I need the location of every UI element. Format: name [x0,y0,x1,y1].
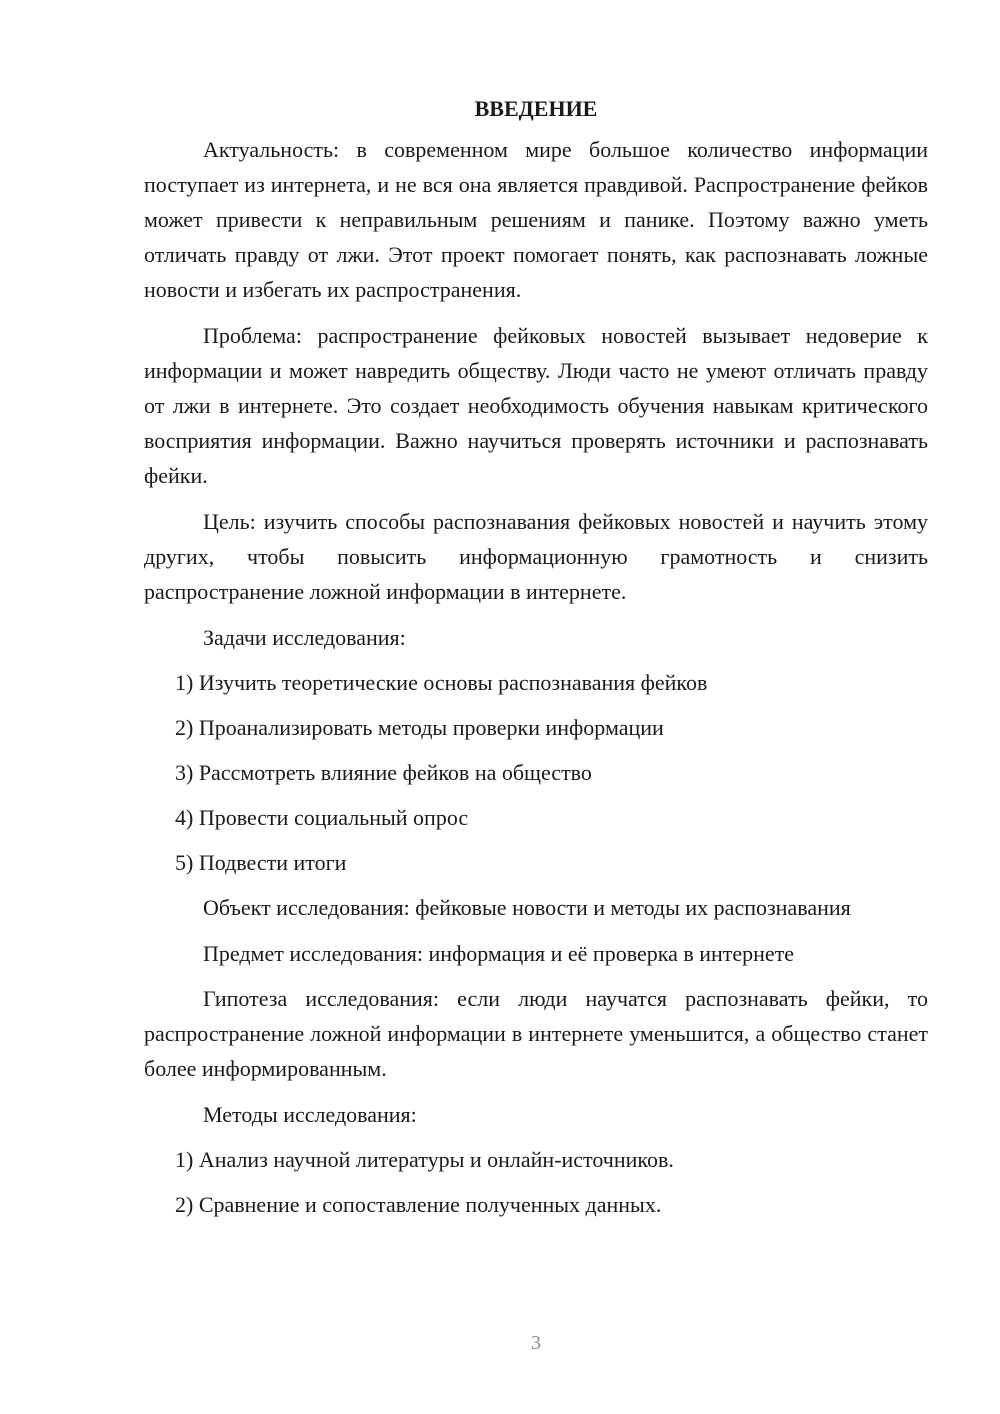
problem-paragraph: Проблема: распространение фейковых новостей вызывает недоверие к информации и может навредить обществу. Люди часто не умеют отличать правду от лжи в интернете. Это создает необходимость обучения навыкам критического восприятия информации. Важно научиться проверять источники и распознавать фейки. [144,323,928,488]
method-item: 2) Сравнение и сопоставление полученных данных. [175,1192,662,1217]
task-item: 1) Изучить теоретические основы распознавания фейков [175,670,708,695]
methods-heading: Методы исследования: [203,1102,417,1127]
method-item: 1) Анализ научной литературы и онлайн-источников. [175,1147,674,1172]
section-title: ВВЕДЕНИЕ [474,96,598,121]
task-item: 2) Проанализировать методы проверки информации [175,715,664,740]
hypothesis-paragraph: Гипотеза исследования: если люди научатся распознавать фейки, то распространение ложной информации в интернете уменьшится, а общество станет более информированным. [144,986,928,1081]
tasks-heading: Задачи исследования: [203,625,406,650]
task-item: 5) Подвести итоги [175,850,347,875]
subject-paragraph: Предмет исследования: информация и её проверка в интернете [203,941,795,966]
object-paragraph: Объект исследования: фейковые новости и методы их распознавания [203,895,851,920]
goal-paragraph: Цель: изучить способы распознавания фейковых новостей и научить этому других, чтобы повысить информационную грамотность и снизить распространение ложной информации в интернете. [144,509,928,604]
page-number: 3 [531,1332,541,1354]
task-item: 4) Провести социальный опрос [175,805,469,830]
document-page [144,92,928,1232]
task-item: 3) Рассмотреть влияние фейков на общество [175,760,592,785]
relevance-paragraph: Актуальность: в современном мире большое количество информации поступает из интернета, и не вся она является правдивой. Распространение фейков может привести к неправильным решениям и панике. Поэтому важно уметь отличать правду от лжи. Этот проект помогает понять, как распознавать ложные новости и избегать их распространения. [144,137,928,302]
